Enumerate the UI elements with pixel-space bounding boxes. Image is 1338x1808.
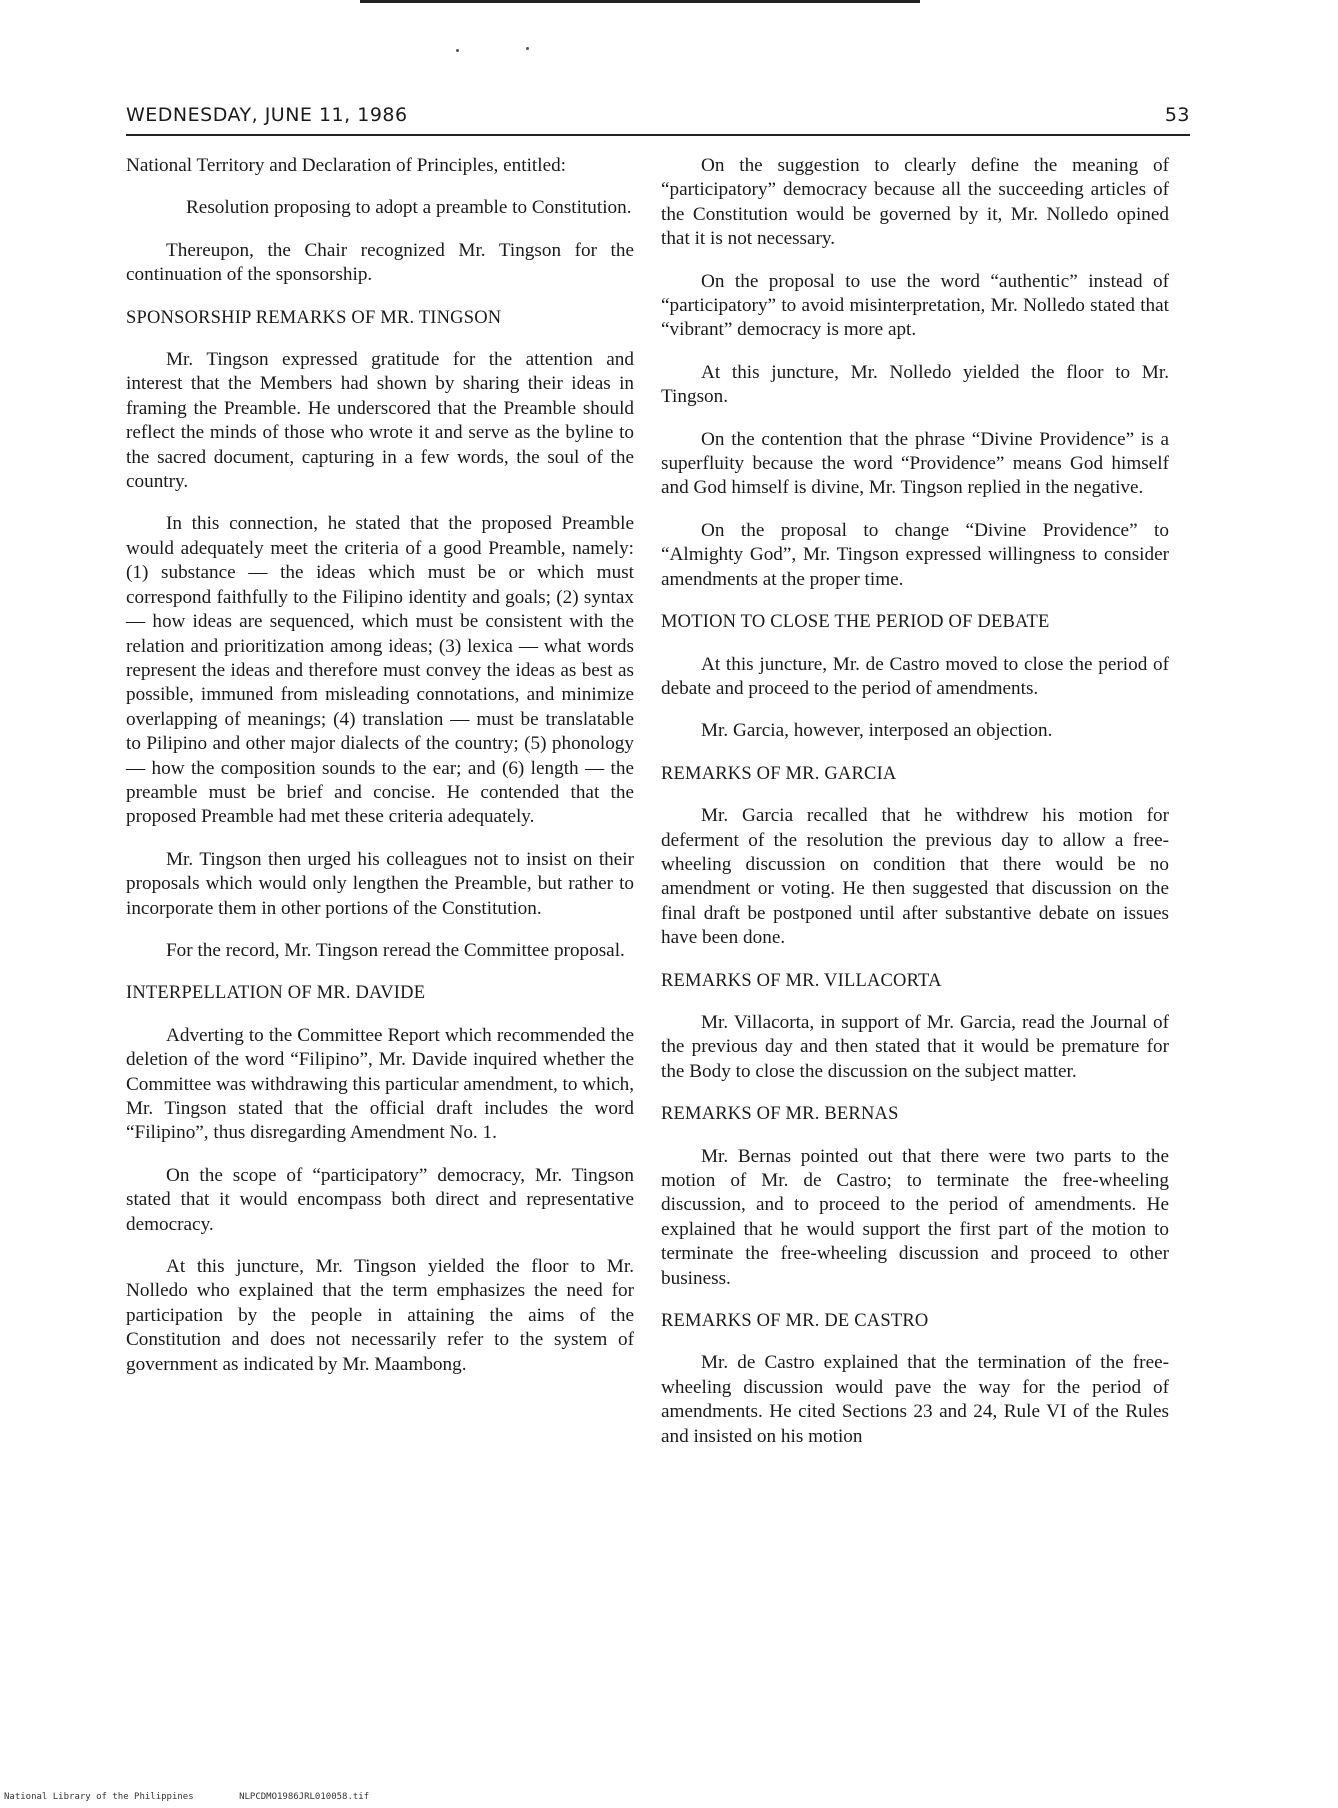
footer-library: National Library of the Philippines — [4, 1792, 194, 1802]
paragraph: Mr. Tingson then urged his colleagues not to insist on their proposals which would only lengthen the Preamble, but rather to incorporate them in other portions of the Constitution. — [126, 848, 634, 919]
page-header — [126, 104, 1190, 136]
header-date: WEDNESDAY, JUNE 11, 1986 — [126, 104, 408, 126]
paragraph: In this connection, he stated that the proposed Preamble would adequately meet the criteria of a good Preamble, namely: (1) substance — the ideas which must be or which must correspond faithfully to the Filipino identity and goals; (2) syntax — how ideas are sequenced, which must be consistent with the relation and prioritization among ideas; (3) lexica — what words represent the ideas and therefore must convey the ideas as best as possible, immuned from misleading connotations, and minimize overlapping of meanings; (4) translation — must be translatable to Pilipino and other major dialects of the country; (5) phonology — how the composition sounds to the ear; and (6) length — the preamble must be brief and concise. He contended that the proposed Preamble had met these criteria adequately. — [126, 513, 634, 828]
section-heading: REMARKS OF MR. DE CASTRO — [661, 1311, 929, 1332]
top-rule — [360, 0, 920, 3]
footer-file: NLPCDMO1986JRL010058.tif — [239, 1792, 370, 1802]
section-heading: REMARKS OF MR. GARCIA — [661, 763, 897, 784]
paragraph: On the scope of “participatory” democracy, Mr. Tingson stated that it would encompass both direct and representative democracy. — [126, 1164, 634, 1235]
paragraph: Mr. Bernas pointed out that there were two parts to the motion of Mr. de Castro; to terminate the free-wheeling discussion, and to proceed to the period of amendments. He explained that he would support the first part of the motion to terminate the free-wheeling discussion and proceed to other business. — [661, 1145, 1169, 1289]
paragraph: Adverting to the Committee Report which recommended the deletion of the word “Filipino”, Mr. Davide inquired whether the Committee was withdrawing this particular amendment, to which, Mr. Tingson stated that the official draft includes the word “Filipino”, thus disregarding Amendment No. 1. — [126, 1024, 634, 1144]
paragraph: Mr. Villacorta, in support of Mr. Garcia, read the Journal of the previous day and then stated that it would be premature for the Body to close the discussion on the subject matter. — [661, 1011, 1169, 1082]
section-heading: REMARKS OF MR. BERNAS — [661, 1104, 899, 1125]
paragraph: Thereupon, the Chair recognized Mr. Tingson for the continuation of the sponsorship. — [126, 239, 634, 286]
paragraph: Mr. Garcia recalled that he withdrew his motion for deferment of the resolution the previous day to allow a free-wheeling discussion on condition that there would be no amendment or voting. He then suggested that discussion on the final draft be postponed until after substantive debate on issues have been done. — [661, 805, 1169, 949]
paragraph: On the contention that the phrase “Divine Providence” is a superfluity because the word “Providence” means God himself and God himself is divine, Mr. Tingson replied in the negative. — [661, 428, 1169, 499]
section-heading: INTERPELLATION OF MR. DAVIDE — [126, 983, 426, 1004]
left-column — [126, 154, 634, 1395]
paragraph: National Territory and Declaration of Principles, entitled: — [126, 155, 567, 176]
paragraph: Mr. Garcia, however, interposed an objection. — [701, 720, 1053, 742]
paragraph: On the suggestion to clearly define the meaning of “participatory” democracy because all the succeeding articles of the Constitution would be governed by it, Mr. Nolledo opined that it is not necessary. — [661, 155, 1169, 250]
right-column — [661, 154, 1169, 1467]
page-number: 53 — [1164, 104, 1190, 126]
scan-footer — [4, 1792, 409, 1802]
paragraph: On the proposal to change “Divine Providence” to “Almighty God”, Mr. Tingson expressed willingness to consider amendments at the proper time. — [661, 519, 1169, 590]
paragraph: Mr. Tingson expressed gratitude for the attention and interest that the Members had shown by sharing their ideas in framing the Preamble. He underscored that the Preamble should reflect the minds of those who wrote it and serve as the byline to the sacred document, capturing in a few words, the soul of the country. — [126, 349, 634, 493]
paragraph: Resolution proposing to adopt a preamble to Constitution. — [186, 197, 632, 219]
paragraph: At this juncture, Mr. de Castro moved to close the period of debate and proceed to the period of amendments. — [661, 653, 1169, 699]
section-heading: MOTION TO CLOSE THE PERIOD OF DEBATE — [661, 612, 1050, 633]
paragraph: On the proposal to use the word “authentic” instead of “participatory” to avoid misinterpretation, Mr. Nolledo stated that “vibrant” democracy is more apt. — [661, 270, 1169, 341]
paragraph: At this juncture, Mr. Tingson yielded the floor to Mr. Nolledo who explained that the term emphasizes the need for participation by the people in attaining the aims of the Constitution and does not necessarily refer to the system of government as indicated by Mr. Maambong. — [126, 1256, 634, 1375]
paragraph: At this juncture, Mr. Nolledo yielded the floor to Mr. Tingson. — [661, 361, 1169, 408]
section-heading: REMARKS OF MR. VILLACORTA — [661, 970, 942, 991]
paragraph: For the record, Mr. Tingson reread the Committee proposal. — [166, 939, 625, 961]
section-heading: SPONSORSHIP REMARKS OF MR. TINGSON — [126, 307, 502, 328]
paragraph: Mr. de Castro explained that the termination of the free-wheeling discussion would pave the way for the period of amendments. He cited Sections 23 and 24, Rule VI of the Rules and insisted on his motion — [661, 1352, 1169, 1447]
